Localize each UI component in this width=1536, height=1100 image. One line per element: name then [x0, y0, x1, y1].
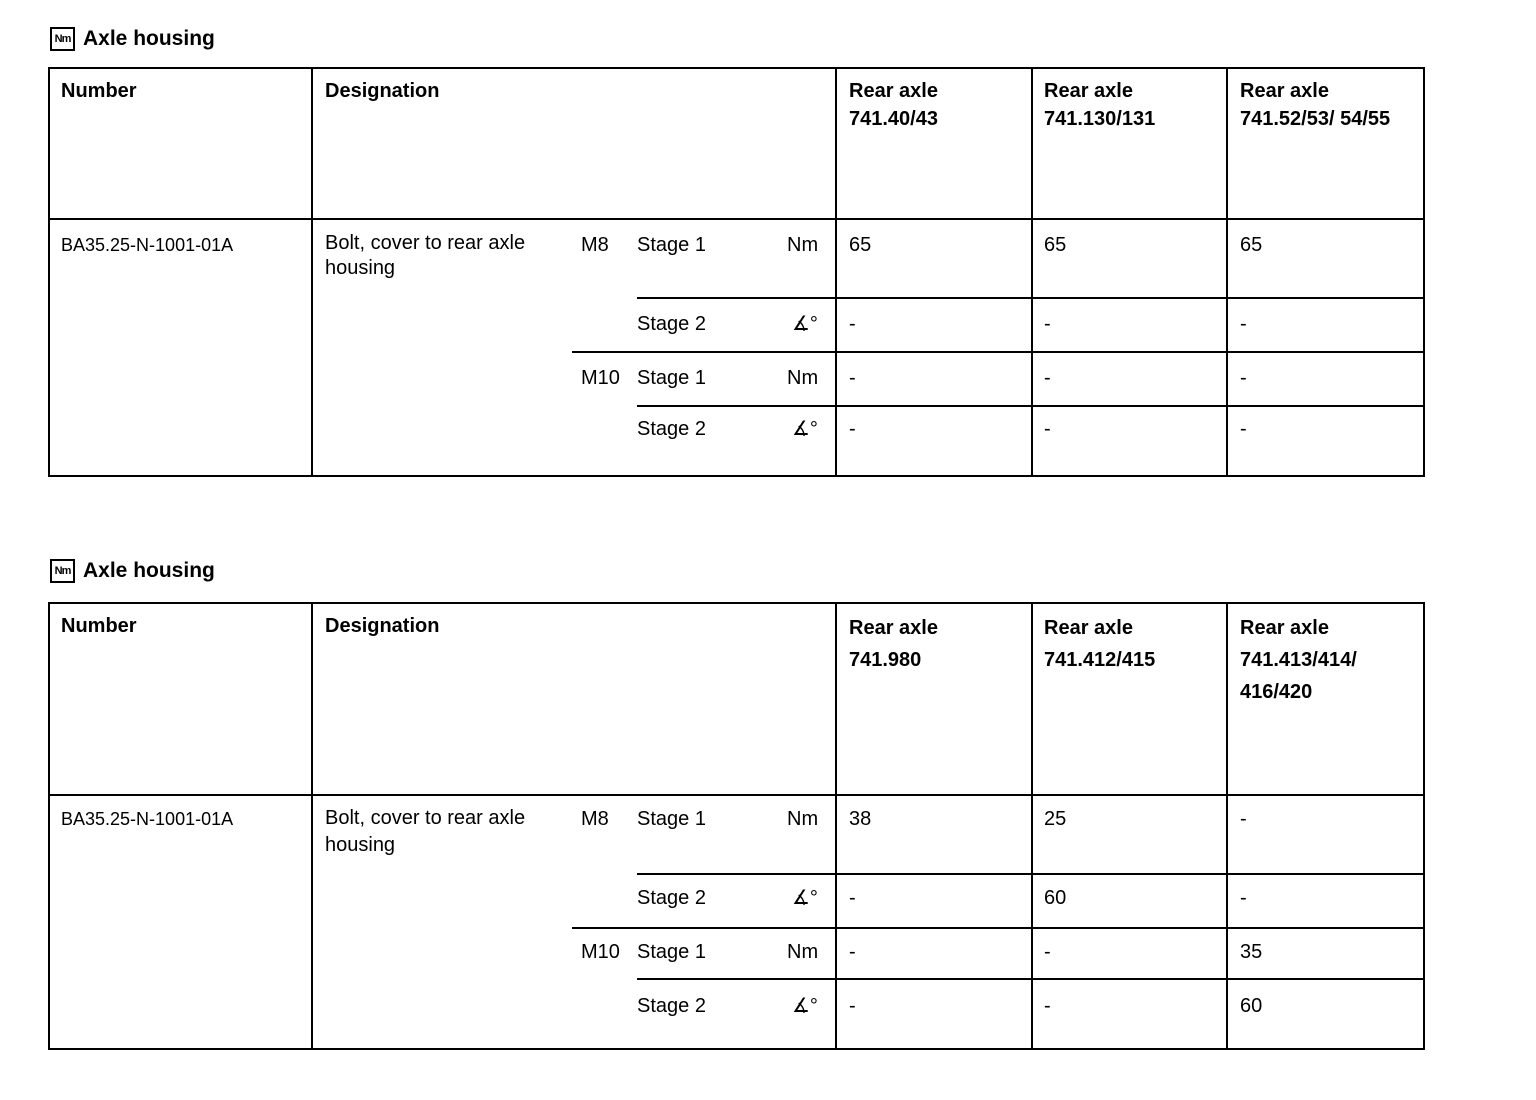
- torque-value: 65: [849, 234, 872, 256]
- torque-value: -: [849, 418, 856, 440]
- section-title: [50, 556, 215, 586]
- stage-label: Stage 2: [637, 313, 706, 335]
- column-divider: [1226, 604, 1228, 1048]
- torque-value: -: [849, 313, 856, 335]
- header-number: Number: [61, 615, 137, 637]
- row-divider: [637, 873, 1423, 875]
- header-model-2: Rear axle 741.412/415: [1044, 617, 1156, 671]
- stage-label: Stage 2: [637, 418, 706, 440]
- torque-value: -: [849, 941, 856, 963]
- section-title: [50, 24, 215, 54]
- torque-value: 35: [1240, 941, 1263, 963]
- row-divider: [637, 297, 1423, 299]
- column-divider: [1031, 604, 1033, 1048]
- stage-label: Stage 2: [637, 995, 706, 1017]
- header-model-1: Rear axle 741.980: [849, 617, 938, 671]
- row-divider: [637, 978, 1423, 980]
- torque-value: -: [1240, 313, 1247, 335]
- stage-label: Stage 1: [637, 234, 706, 256]
- row-divider: [572, 927, 1423, 929]
- unit-nm: Nm: [787, 234, 819, 256]
- header-model-1: Rear axle 741.40/43: [849, 80, 938, 130]
- torque-value: 60: [1240, 995, 1263, 1017]
- column-divider: [311, 604, 313, 1048]
- torque-value: -: [1044, 367, 1051, 389]
- unit-nm: Nm: [787, 808, 819, 830]
- torque-value: -: [1240, 418, 1247, 440]
- column-divider: [1226, 69, 1228, 475]
- torque-value: -: [849, 995, 856, 1017]
- section-title-text: Axle housing: [83, 559, 215, 582]
- torque-nm-icon: Nm: [50, 559, 75, 583]
- header-model-3: Rear axle 741.52/53/ 54/55: [1240, 80, 1391, 130]
- torque-value: -: [1044, 313, 1051, 335]
- column-divider: [835, 69, 837, 475]
- thread-size-m10: M10: [581, 941, 620, 963]
- torque-value: -: [849, 887, 856, 909]
- row-number: BA35.25-N-1001-01A: [61, 235, 234, 255]
- torque-nm-icon: Nm: [50, 27, 75, 51]
- header-model-2: Rear axle 741.130/131: [1044, 80, 1156, 130]
- torque-value: 60: [1044, 887, 1067, 909]
- angle-icon: ∡°: [792, 418, 818, 440]
- angle-icon: ∡°: [792, 313, 818, 335]
- header-number: Number: [61, 80, 137, 102]
- header-divider: [50, 794, 1423, 796]
- row-divider: [637, 405, 1423, 407]
- torque-value: -: [1240, 367, 1247, 389]
- torque-value: -: [1240, 887, 1247, 909]
- header-designation: Designation: [325, 615, 440, 637]
- torque-value: -: [1240, 808, 1247, 830]
- thread-size-m10: M10: [581, 367, 620, 389]
- stage-label: Stage 1: [637, 367, 706, 389]
- thread-size-m8: M8: [581, 808, 609, 830]
- angle-icon: ∡°: [792, 995, 818, 1017]
- torque-value: -: [1044, 941, 1051, 963]
- header-designation: Designation: [325, 80, 440, 102]
- header-divider: [50, 218, 1423, 220]
- row-divider: [572, 351, 1423, 353]
- column-divider: [835, 604, 837, 1048]
- row-number: BA35.25-N-1001-01A: [61, 809, 234, 829]
- stage-label: Stage 1: [637, 941, 706, 963]
- torque-value: 25: [1044, 808, 1067, 830]
- torque-table: [48, 602, 1425, 1050]
- stage-label: Stage 2: [637, 887, 706, 909]
- stage-label: Stage 1: [637, 808, 706, 830]
- column-divider: [311, 69, 313, 475]
- torque-table: [48, 67, 1425, 477]
- row-designation: Bolt, cover to rear axle housing: [325, 807, 526, 856]
- section-title-text: Axle housing: [83, 27, 215, 50]
- torque-value: 65: [1044, 234, 1067, 256]
- column-divider: [1031, 69, 1033, 475]
- unit-nm: Nm: [787, 367, 819, 389]
- torque-value: -: [1044, 418, 1051, 440]
- angle-icon: ∡°: [792, 887, 818, 909]
- torque-value: 65: [1240, 234, 1263, 256]
- unit-nm: Nm: [787, 941, 819, 963]
- header-model-3: Rear axle 741.413/414/ 416/420: [1240, 617, 1357, 703]
- torque-value: -: [849, 367, 856, 389]
- torque-value: 38: [849, 808, 872, 830]
- torque-value: -: [1044, 995, 1051, 1017]
- thread-size-m8: M8: [581, 234, 609, 256]
- row-designation: Bolt, cover to rear axle housing: [325, 232, 526, 279]
